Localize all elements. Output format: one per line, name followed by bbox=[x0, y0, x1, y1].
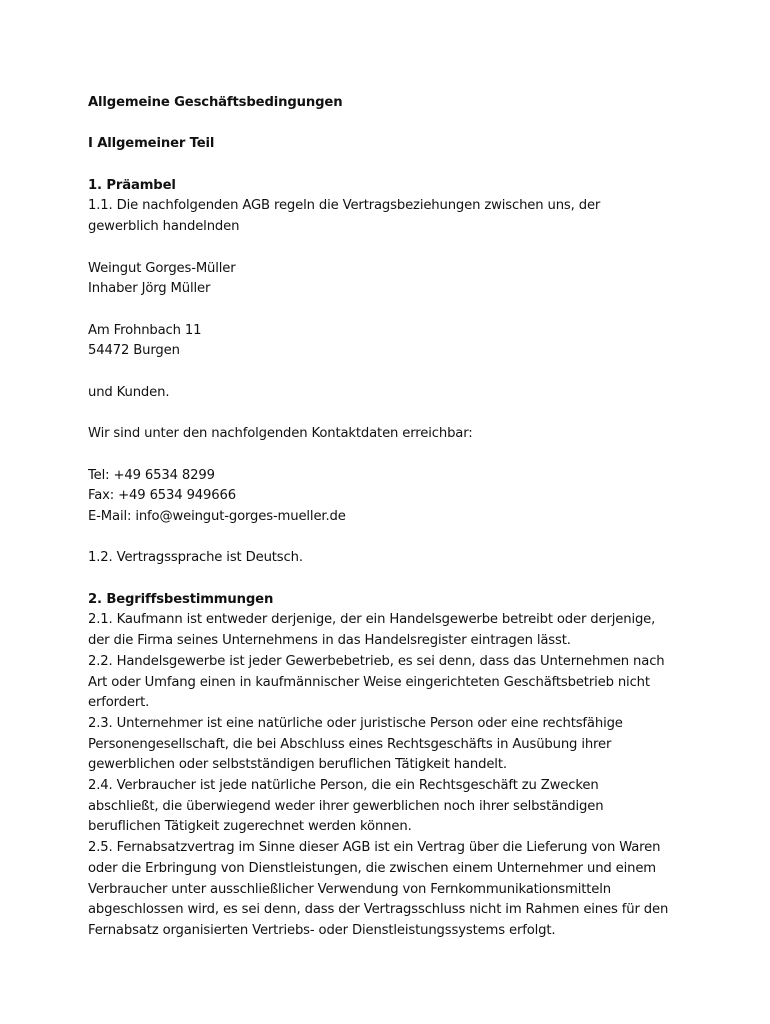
paragraph-line: der die Firma seines Unternehmens in das Handelsregister eintragen lässt. bbox=[88, 633, 571, 649]
spacer bbox=[88, 114, 698, 135]
and-customers-text: und Kunden. bbox=[88, 384, 170, 400]
paragraph-line: abgeschlossen wird, es sei denn, dass der Vertragsschluss nicht im Rahmen eines für den bbox=[88, 902, 669, 918]
contact-fax: Fax: +49 6534 949666 bbox=[88, 488, 237, 504]
spacer bbox=[88, 238, 698, 259]
company-owner: Inhaber Jörg Müller bbox=[88, 281, 211, 297]
section-heading-definitions: 2. Begriffsbestimmungen bbox=[88, 591, 274, 607]
paragraph-line: beruflichen Tätigkeit zugerechnet werden können. bbox=[88, 819, 412, 835]
paragraph-line: 2.4. Verbraucher ist jede natürliche Person, die ein Rechtsgeschäft zu Zwecken bbox=[88, 778, 599, 794]
spacer bbox=[88, 300, 698, 321]
paragraph-line: 2.2. Handelsgewerbe ist jeder Gewerbebetrieb, es sei denn, dass das Unternehmen nach bbox=[88, 653, 665, 669]
part-heading: I Allgemeiner Teil bbox=[88, 136, 215, 152]
paragraph-line: 2.1. Kaufmann ist entweder derjenige, der ein Handelsgewerbe betreibt oder derjenige, bbox=[88, 612, 656, 628]
paragraph-line: 2.5. Fernabsatzvertrag im Sinne dieser AGB ist ein Vertrag über die Lieferung von Waren bbox=[88, 840, 661, 856]
spacer bbox=[88, 155, 698, 176]
spacer bbox=[88, 569, 698, 590]
company-name: Weingut Gorges-Müller bbox=[88, 260, 236, 276]
document-title: Allgemeine Geschäftsbedingungen bbox=[88, 95, 343, 110]
paragraph-line: Personengesellschaft, die bei Abschluss eines Rechtsgeschäfts in Ausübung ihrer bbox=[88, 736, 612, 752]
spacer bbox=[88, 528, 698, 549]
paragraph-line: abschließt, die überwiegend weder ihrer gewerblichen noch ihrer selbständigen bbox=[88, 798, 604, 814]
spacer bbox=[88, 362, 698, 383]
paragraph-line: 1.1. Die nachfolgenden AGB regeln die Vertragsbeziehungen zwischen uns, der bbox=[88, 198, 601, 214]
contact-intro: Wir sind unter den nachfolgenden Kontaktdaten erreichbar: bbox=[88, 426, 473, 442]
paragraph-line: oder die Erbringung von Dienstleistungen, die zwischen einem Unternehmer und einem bbox=[88, 860, 657, 876]
paragraph-line: 2.3. Unternehmer ist eine natürliche oder juristische Person oder eine rechtsfähige bbox=[88, 715, 623, 731]
spacer bbox=[88, 403, 698, 424]
paragraph-line: Fernabsatz organisierten Vertriebs- oder Dienstleistungssystems erfolgt. bbox=[88, 922, 556, 938]
document-page bbox=[88, 93, 698, 942]
spacer bbox=[88, 445, 698, 466]
address-street: Am Frohnbach 11 bbox=[88, 322, 202, 338]
contact-email: E-Mail: info@weingut-gorges-mueller.de bbox=[88, 508, 346, 524]
paragraph-line: erfordert. bbox=[88, 695, 150, 711]
address-city: 54472 Burgen bbox=[88, 343, 180, 359]
paragraph-line: Verbraucher unter ausschließlicher Verwendung von Fernkommunikationsmitteln bbox=[88, 881, 611, 897]
contact-phone: Tel: +49 6534 8299 bbox=[88, 467, 215, 483]
paragraph-line: Art oder Umfang einen in kaufmännischer Weise eingerichteten Geschäftsbetrieb nicht bbox=[88, 674, 650, 690]
contract-language: 1.2. Vertragssprache ist Deutsch. bbox=[88, 550, 303, 566]
section-heading-praeambel: 1. Präambel bbox=[88, 177, 176, 193]
paragraph-line: gewerblichen oder selbstständigen beruflichen Tätigkeit handelt. bbox=[88, 757, 507, 773]
paragraph-line: gewerblich handelnden bbox=[88, 219, 240, 235]
